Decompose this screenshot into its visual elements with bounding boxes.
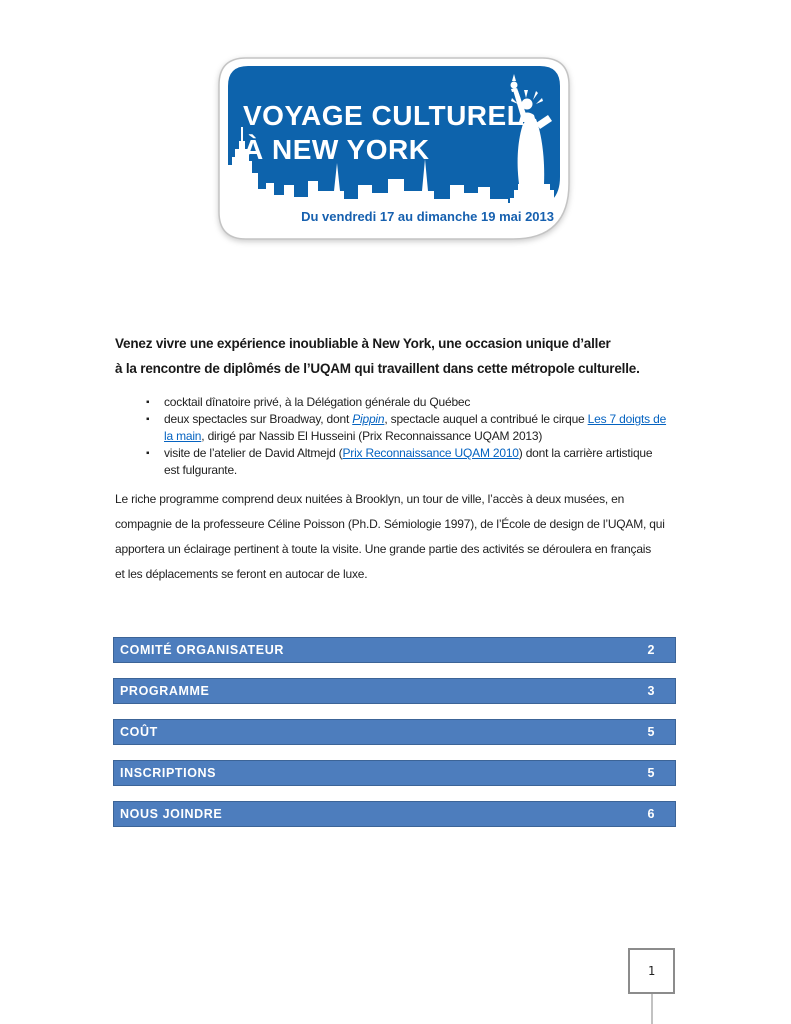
toc-entry-nous-joindre[interactable] — [113, 801, 676, 827]
banner-date-line: Du vendredi 17 au dimanche 19 mai 2013 — [301, 209, 554, 224]
toc-entry-label: PROGRAMME — [120, 684, 210, 698]
page-number: 1 — [647, 964, 656, 978]
toc-entry-programme[interactable] — [113, 678, 676, 704]
list-item — [145, 445, 667, 479]
toc-entry-label: COMITÉ ORGANISATEUR — [120, 643, 284, 657]
paragraph-line: et les déplacements se feront en autocar de luxe. — [115, 567, 368, 581]
toc-entry-page-number: 5 — [647, 766, 655, 780]
text-segment: visite de l’atelier de David Altmejd ( — [164, 446, 343, 460]
toc-entry-inscriptions[interactable] — [113, 760, 676, 786]
hyperlink[interactable]: Prix Reconnaissance UQAM 2010 — [342, 446, 519, 460]
highlights-list — [145, 394, 667, 479]
text-segment: , dirigé par Nassib El Husseini (Prix Reconnaissance UQAM 2013) — [201, 429, 543, 443]
toc-entry-page-number: 2 — [647, 643, 655, 657]
intro-line: Venez vivre une expérience inoubliable à New York, une occasion unique d’aller — [115, 336, 611, 351]
event-banner — [218, 57, 570, 240]
paragraph-line: Le riche programme comprend deux nuitées à Brooklyn, un tour de ville, l’accès à deux musées, en — [115, 492, 625, 506]
toc-entry-label: NOUS JOINDRE — [120, 807, 223, 821]
intro-line: à la rencontre de diplômés de l’UQAM qui travaillent dans cette métropole culturelle. — [115, 361, 640, 376]
toc-entry-label: COÛT — [120, 725, 158, 739]
list-item — [145, 394, 667, 411]
program-paragraph — [115, 487, 665, 587]
toc-entry-page-number: 5 — [647, 725, 655, 739]
text-segment: , spectacle auquel a contribué le cirque — [384, 412, 588, 426]
text-segment: ) dont la carrière artistique est fulgurante. — [164, 446, 653, 477]
toc-entry-page-number: 6 — [647, 807, 655, 821]
paragraph-line: compagnie de la professeure Céline Poisson (Ph.D. Sémiologie 1997), de l’École de design de l’UQAM, qui — [115, 517, 665, 531]
banner-title-line2: À NEW YORK — [243, 134, 430, 165]
paragraph-line: apportera un éclairage pertinent à toute la visite. Une grande partie des activités se déroulera en français — [115, 542, 652, 556]
page-number-box — [628, 948, 675, 994]
banner-title-line1: VOYAGE CULTUREL — [243, 100, 525, 131]
toc-entry-page-number: 3 — [647, 684, 655, 698]
list-item — [145, 411, 667, 445]
toc-entry-comite-organisateur[interactable] — [113, 637, 676, 663]
text-segment: deux spectacles sur Broadway, dont — [164, 412, 353, 426]
hyperlink[interactable]: Les 7 doigts de la main — [164, 412, 667, 443]
intro-text — [115, 331, 640, 381]
table-of-contents — [113, 637, 676, 842]
text-segment: cocktail dînatoire privé, à la Délégation générale du Québec — [164, 395, 471, 409]
toc-entry-cout[interactable] — [113, 719, 676, 745]
hyperlink[interactable]: Pippin — [352, 412, 385, 426]
page-number-stem-line — [651, 994, 653, 1024]
toc-entry-label: INSCRIPTIONS — [120, 766, 217, 780]
